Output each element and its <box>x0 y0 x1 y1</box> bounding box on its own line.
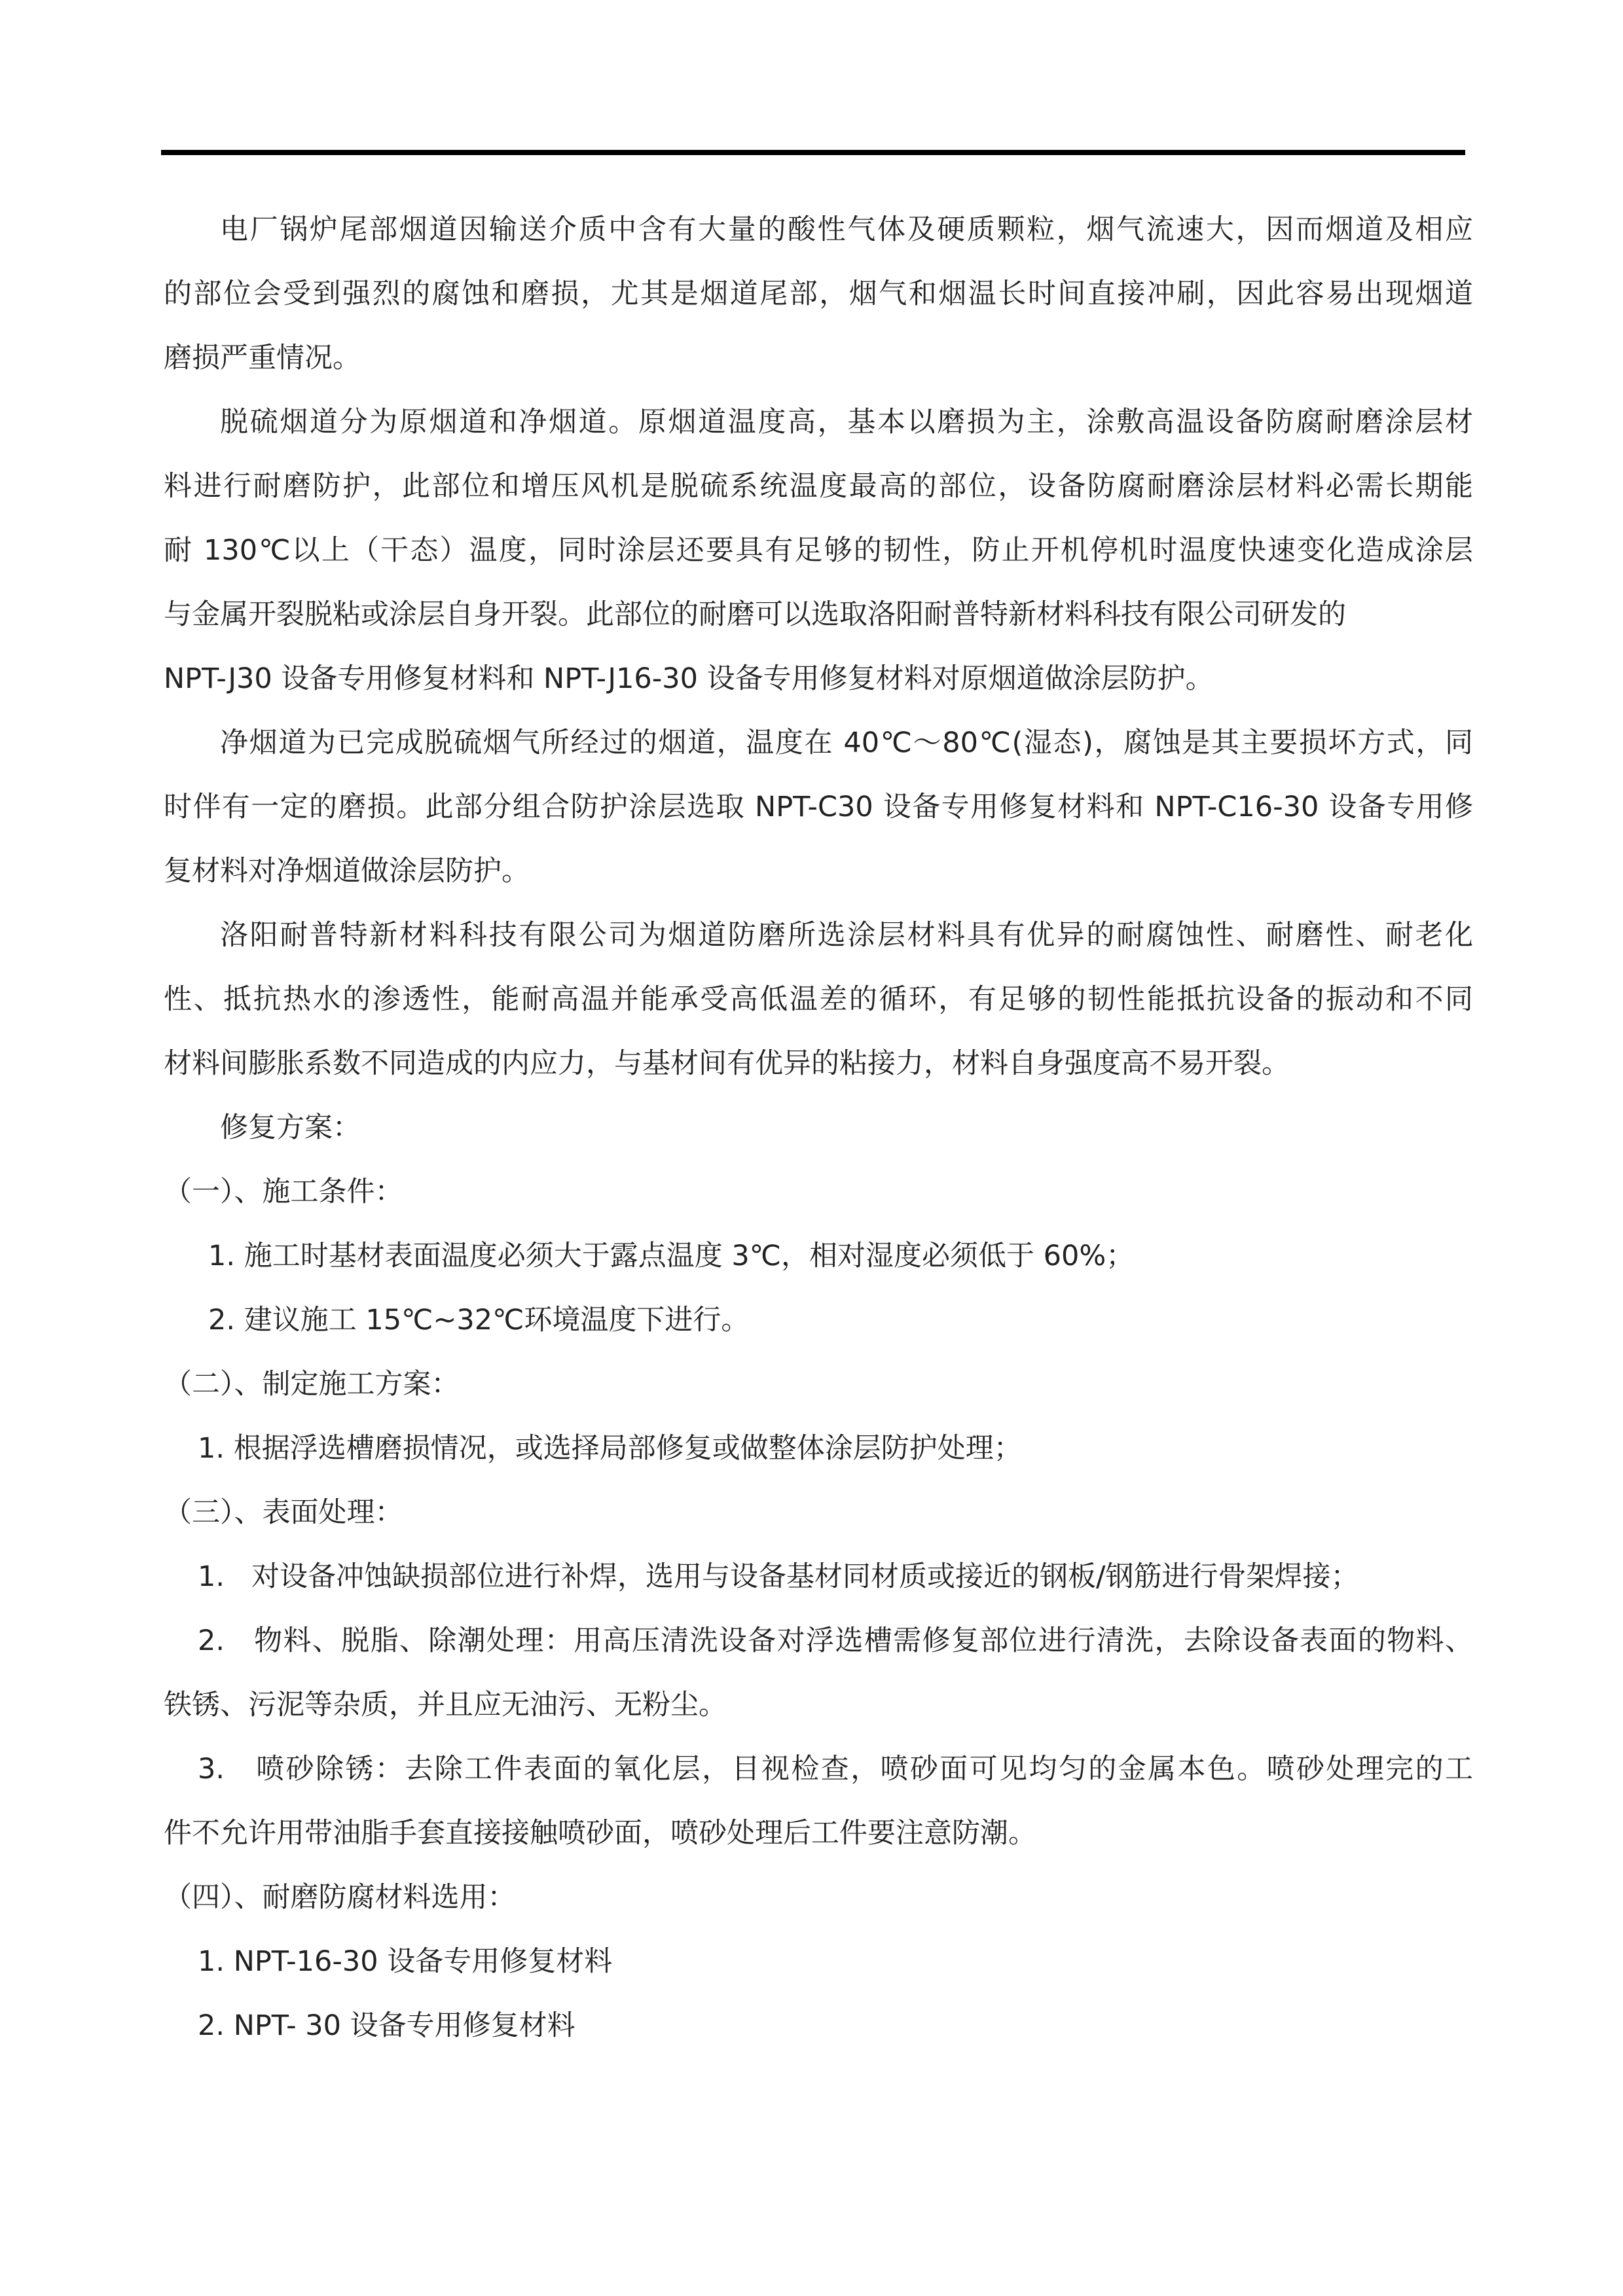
text-line: 净烟道为已完成脱硫烟气所经过的烟道，温度在 40℃～80℃(湿态)，腐蚀是其主要损坏方式，同 <box>220 726 1473 759</box>
text-line: （三）、表面处理： <box>164 1496 403 1529</box>
text-line: （二）、制定施工方案： <box>164 1368 460 1401</box>
text-line: 1. 对设备冲蚀缺损部位进行补焊，选用与设备基材同材质或接近的钢板/钢筋进行骨架焊接； <box>198 1560 1359 1593</box>
text-line: 脱硫烟道分为原烟道和净烟道。原烟道温度高，基本以磨损为主，涂敷高温设备防腐耐磨涂层材 <box>220 406 1473 439</box>
text-line: 2. 物料、脱脂、除潮处理：用高压清洗设备对浮选槽需修复部位进行清洗，去除设备表面的物料、 <box>198 1624 1473 1657</box>
text-line: 的部位会受到强烈的腐蚀和磨损，尤其是烟道尾部，烟气和烟温长时间直接冲刷，因此容易出现烟道 <box>164 278 1473 310</box>
text-line: 材料间膨胀系数不同造成的内应力，与基材间有优异的粘接力，材料自身强度高不易开裂。 <box>164 1047 1290 1080</box>
text-line: 时伴有一定的磨损。此部分组合防护涂层选取 NPT-C30 设备专用修复材料和 NPT-C16-30 设备专用修 <box>164 791 1473 823</box>
text-line: 磨损严重情况。 <box>164 342 361 374</box>
text-line: 2. 建议施工 15℃~32℃环境温度下进行。 <box>208 1304 750 1336</box>
text-line: （四）、耐磨防腐材料选用： <box>164 1881 516 1914</box>
text-line: 修复方案： <box>220 1111 361 1144</box>
text-line: 1. NPT-16-30 设备专用修复材料 <box>198 1945 613 1978</box>
text-line: 1. 根据浮选槽磨损情况，或选择局部修复或做整体涂层防护处理； <box>198 1432 1022 1465</box>
text-line: 电厂锅炉尾部烟道因输送介质中含有大量的酸性气体及硬质颗粒，烟气流速大，因而烟道及相应 <box>220 213 1473 246</box>
text-line: （一）、施工条件： <box>164 1175 403 1208</box>
text-line: 复材料对净烟道做涂层防护。 <box>164 855 530 888</box>
text-line: 3. 喷砂除锈：去除工件表面的氧化层，目视检查，喷砂面可见均匀的金属本色。喷砂处理完的工 <box>198 1753 1473 1785</box>
text-line: 与金属开裂脱粘或涂层自身开裂。此部位的耐磨可以选取洛阳耐普特新材料科技有限公司研发的 <box>164 598 1346 631</box>
text-line: 性、抵抗热水的渗透性，能耐高温并能承受高低温差的循环，有足够的韧性能抵抗设备的振动和不同 <box>164 983 1473 1016</box>
text-line: 件不允许用带油脂手套直接接触喷砂面，喷砂处理后工件要注意防潮。 <box>164 1817 1036 1850</box>
text-line: 1. 施工时基材表面温度必须大于露点温度 3℃，相对湿度必须低于 60%； <box>208 1240 1135 1272</box>
text-line: 料进行耐磨防护，此部位和增压风机是脱硫系统温度最高的部位，设备防腐耐磨涂层材料必需长期能 <box>164 470 1473 503</box>
text-line: 铁锈、污泥等杂质，并且应无油污、无粉尘。 <box>164 1689 727 1721</box>
header-rule <box>161 150 1465 155</box>
document-body <box>164 198 1473 2058</box>
text-line: NPT-J30 设备专用修复材料和 NPT-J16-30 设备专用修复材料对原烟道做涂层防护。 <box>164 662 1214 695</box>
text-line: 耐 130℃以上（干态）温度，同时涂层还要具有足够的韧性，防止开机停机时温度快速变化造成涂层 <box>164 534 1473 567</box>
text-line: 2. NPT- 30 设备专用修复材料 <box>198 2009 575 2042</box>
text-line: 洛阳耐普特新材料科技有限公司为烟道防磨所选涂层材料具有优异的耐腐蚀性、耐磨性、耐老化 <box>220 919 1473 952</box>
